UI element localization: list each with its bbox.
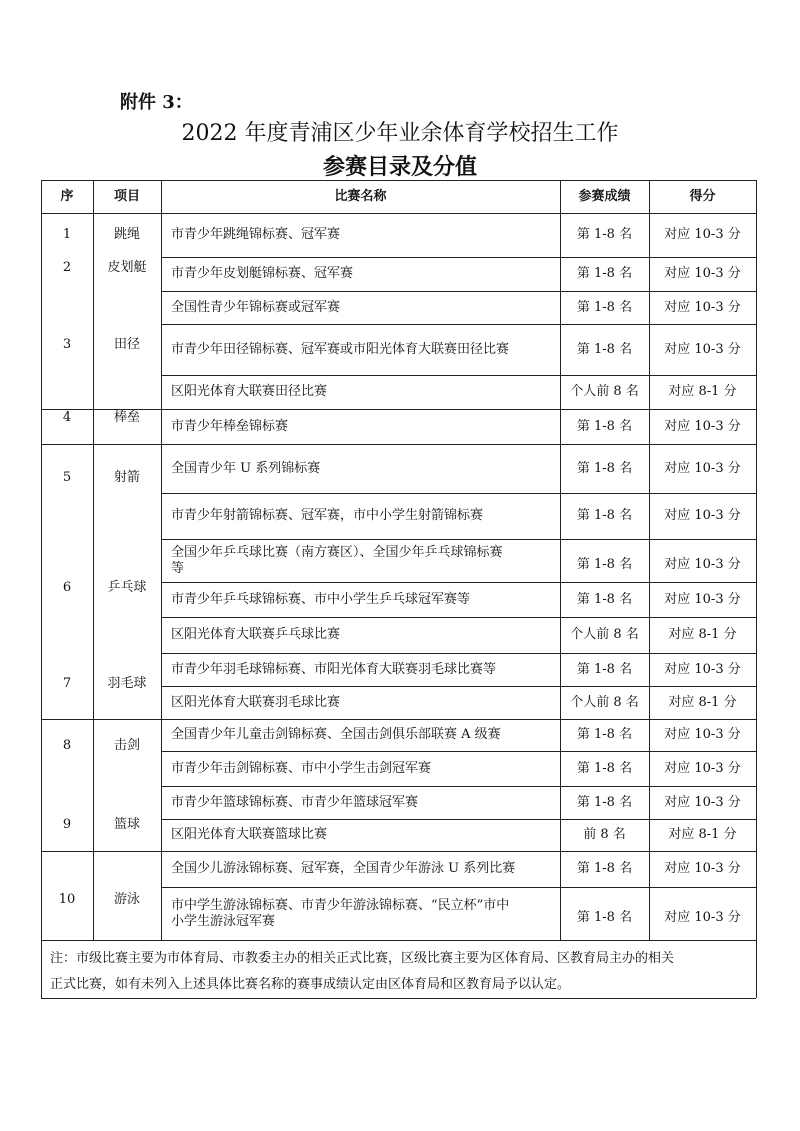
competition-name: 全国青少年儿童击剑锦标赛、全国击剑俱乐部联赛 A 级赛 (171, 727, 501, 742)
competition-name: 区阳光体育大联赛乒乓球比赛 (171, 627, 341, 642)
row-divider (161, 375, 756, 376)
sport-name: 游泳 (113, 892, 140, 907)
table-border-right (756, 180, 757, 998)
competition-name: 市青少年田径锦标赛、冠军赛或市阳光体育大联赛田径比赛 (171, 341, 510, 357)
row-divider (161, 493, 756, 494)
score-cell: 对应 8-1 分 (668, 627, 737, 642)
row-number: 8 (62, 738, 72, 753)
score-cell: 对应 10-3 分 (664, 727, 741, 742)
competition-name: 市青少年皮划艇锦标赛、冠军赛 (171, 266, 354, 281)
row-divider (161, 582, 756, 583)
note-divider (41, 940, 756, 941)
sport-name: 跳绳 (113, 227, 140, 242)
score-cell: 对应 10-3 分 (664, 460, 741, 476)
table-border-bottom (41, 998, 756, 999)
competition-name: 全国少儿游泳锦标赛、冠军赛，全国青少年游泳 U 系列比赛 (171, 861, 516, 876)
sport-name: 击剑 (113, 738, 140, 753)
competition-name: 市青少年击剑锦标赛、市中小学生击剑冠军赛 (171, 760, 432, 776)
result-cell: 第 1-8 名 (576, 227, 633, 242)
attachment-label: 附件 3： (120, 92, 193, 113)
document-subtitle: 参赛目录及分值 (322, 154, 477, 180)
score-cell: 对应 10-3 分 (664, 794, 741, 810)
competition-name: 市青少年羽毛球锦标赛、市阳光体育大联赛羽毛球比赛等 (171, 661, 497, 677)
row-divider (41, 719, 756, 720)
competition-name-cont: 小学生游泳冠军赛 (171, 913, 276, 929)
competition-name: 全国青少年 U 系列锦标赛 (171, 460, 321, 476)
competition-name: 市青少年射箭锦标赛、冠军赛，市中小学生射箭锦标赛 (171, 508, 484, 523)
score-cell: 对应 10-3 分 (664, 508, 741, 523)
competition-name: 全国性青少年锦标赛或冠军赛 (171, 299, 341, 315)
competition-name: 市青少年篮球锦标赛、市青少年篮球冠军赛 (171, 794, 419, 810)
row-number: 10 (58, 892, 76, 907)
result-cell: 个人前 8 名 (570, 627, 639, 642)
header-cell: 参赛成绩 (578, 189, 631, 204)
row-divider (161, 291, 756, 292)
competition-name: 全国少年乒乓球比赛（南方赛区）、全国少年乒乓球锦标赛 (171, 544, 503, 560)
row-divider (41, 444, 756, 445)
result-cell: 第 1-8 名 (576, 556, 633, 572)
table-note (50, 946, 750, 998)
row-divider (161, 887, 756, 888)
competition-name: 区阳光体育大联赛羽毛球比赛 (171, 694, 341, 710)
score-cell: 对应 10-3 分 (664, 266, 741, 281)
competition-name: 市青少年跳绳锦标赛、冠军赛 (171, 227, 341, 242)
result-cell: 第 1-8 名 (576, 460, 633, 476)
sport-name: 篮球 (113, 817, 140, 832)
row-number: 4 (62, 410, 72, 425)
row-divider (161, 819, 756, 820)
sport-name: 乒乓球 (107, 580, 147, 595)
header-cell: 序 (60, 189, 74, 204)
sport-name: 射箭 (113, 470, 140, 485)
result-cell: 第 1-8 名 (576, 727, 633, 742)
score-cell: 对应 10-3 分 (664, 661, 741, 677)
row-number: 9 (62, 817, 72, 832)
row-number: 7 (62, 676, 72, 691)
sport-name: 皮划艇 (107, 260, 147, 275)
result-cell: 第 1-8 名 (576, 508, 633, 523)
score-cell: 对应 10-3 分 (664, 418, 741, 434)
score-cell: 对应 10-3 分 (664, 299, 741, 315)
competition-name: 市中学生游泳锦标赛、市青少年游泳锦标赛、“民立杯”市中 (171, 897, 510, 913)
result-cell: 个人前 8 名 (570, 694, 639, 710)
competition-name: 区阳光体育大联赛田径比赛 (171, 384, 328, 399)
score-cell: 对应 10-3 分 (664, 556, 741, 572)
row-divider (41, 851, 756, 852)
result-cell: 第 1-8 名 (576, 760, 633, 776)
sport-name: 棒垒 (113, 410, 140, 425)
score-cell: 对应 8-1 分 (668, 694, 737, 710)
row-number: 3 (62, 337, 72, 352)
score-cell: 对应 8-1 分 (668, 384, 737, 399)
row-divider (161, 617, 756, 618)
result-cell: 第 1-8 名 (576, 591, 633, 607)
row-number: 1 (62, 227, 72, 242)
note-line-1: 注：市级比赛主要为市体育局、市教委主办的相关正式比赛，区级比赛主要为区体育局、区教育局主办的相关 (50, 951, 675, 966)
result-cell: 第 1-8 名 (576, 418, 633, 434)
row-divider (161, 686, 756, 687)
row-divider (161, 653, 756, 654)
competition-name: 市青少年棒垒锦标赛 (171, 418, 289, 434)
result-cell: 个人前 8 名 (570, 384, 639, 399)
sport-name: 田径 (113, 337, 140, 352)
result-cell: 第 1-8 名 (576, 794, 633, 810)
header-cell: 比赛名称 (334, 189, 387, 204)
note-line-2: 正式比赛，如有未列入上述具体比赛名称的赛事成绩认定由区体育局和区教育局予以认定。 (50, 977, 571, 992)
row-number: 6 (62, 580, 72, 595)
result-cell: 第 1-8 名 (576, 266, 633, 281)
row-divider (161, 786, 756, 787)
result-cell: 第 1-8 名 (576, 861, 633, 876)
column-divider (161, 180, 162, 940)
result-cell: 第 1-8 名 (576, 661, 633, 677)
result-cell: 第 1-8 名 (576, 341, 633, 357)
competition-name-cont: 等 (171, 560, 185, 576)
result-cell: 前 8 名 (583, 827, 626, 842)
row-number: 2 (62, 260, 72, 275)
score-cell: 对应 10-3 分 (664, 909, 741, 925)
header-cell: 得分 (689, 189, 716, 204)
result-cell: 第 1-8 名 (576, 909, 633, 925)
score-cell: 对应 10-3 分 (664, 591, 741, 607)
score-cell: 对应 10-3 分 (664, 861, 741, 876)
sport-name: 羽毛球 (107, 676, 147, 691)
row-divider (161, 751, 756, 752)
result-cell: 第 1-8 名 (576, 299, 633, 315)
row-number: 5 (62, 470, 72, 485)
row-divider (161, 257, 756, 258)
competition-name: 市青少年乒乓球锦标赛、市中小学生乒乓球冠军赛等 (171, 591, 471, 607)
score-cell: 对应 10-3 分 (664, 227, 741, 242)
document-title: 2022 年度青浦区少年业余体育学校招生工作 (181, 121, 619, 146)
score-cell: 对应 8-1 分 (668, 827, 737, 842)
score-table (41, 180, 756, 998)
score-cell: 对应 10-3 分 (664, 341, 741, 357)
row-divider (161, 539, 756, 540)
header-cell: 项目 (113, 189, 140, 204)
score-cell: 对应 10-3 分 (664, 760, 741, 776)
competition-name: 区阳光体育大联赛篮球比赛 (171, 827, 328, 842)
row-divider (161, 324, 756, 325)
